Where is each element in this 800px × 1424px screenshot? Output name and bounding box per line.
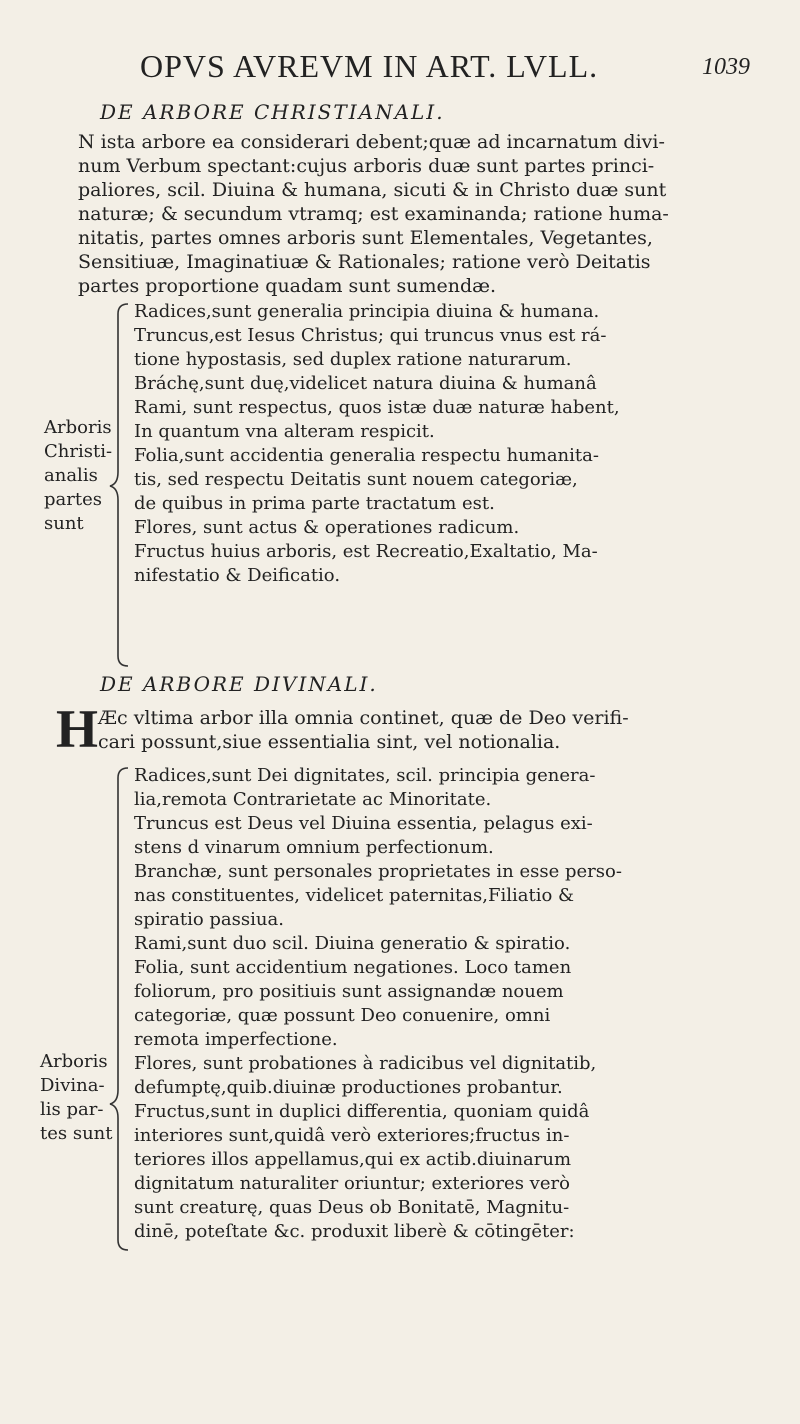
drop-cap: H bbox=[56, 699, 99, 759]
text-line: Æc vltima arbor illa omnia continet, quæ de Deo verifi- bbox=[98, 707, 629, 729]
side-label-line: lis par- bbox=[40, 1099, 104, 1120]
list-item: Bráchę,sunt duę,videlicet natura diuina & humanâ bbox=[134, 373, 597, 394]
list-item: dinē, poteſtate &c. produxit liberè & cōtingēter: bbox=[134, 1221, 575, 1242]
list-item: Rami, sunt respectus, quos istæ duæ naturæ habent, bbox=[134, 397, 620, 418]
running-title: OPVS AVREVM IN ART. LVLL. bbox=[140, 48, 599, 84]
list-item: sunt creaturę, quas Deus ob Bonitatē, Magnitu- bbox=[134, 1197, 570, 1218]
section-title: DE ARBORE CHRISTIANALI. bbox=[100, 100, 445, 124]
side-label-line: Arboris bbox=[44, 417, 112, 438]
text-line: num Verbum spectant:cujus arboris duæ sunt partes princi- bbox=[78, 155, 655, 177]
text-line: partes proportione quadam sunt sumendæ. bbox=[78, 275, 496, 297]
text-line: naturæ; & secundum vtramq; est examinanda; ratione huma- bbox=[78, 203, 669, 225]
list-item: teriores illos appellamus,qui ex actib.diuinarum bbox=[134, 1149, 572, 1170]
side-label-line: partes bbox=[44, 489, 102, 510]
list-item: tione hypostasis, sed duplex ratione naturarum. bbox=[134, 349, 572, 370]
side-label-1 bbox=[44, 416, 112, 536]
list-item: de quibus in prima parte tractatum est. bbox=[134, 493, 495, 514]
intro-paragraph-2 bbox=[98, 706, 629, 754]
list-item: tis, sed respectu Deitatis sunt nouem categoriæ, bbox=[134, 469, 578, 490]
list-item: dignitatum naturaliter oriuntur; exteriores verò bbox=[134, 1173, 570, 1194]
side-label-line: Arboris bbox=[40, 1051, 108, 1072]
list-item: Folia,sunt accidentia generalia respectu humanita- bbox=[134, 445, 599, 466]
side-label-2 bbox=[40, 1050, 113, 1146]
text-line: nitatis, partes omnes arboris sunt Elementales, Vegetantes, bbox=[78, 227, 653, 249]
list-item: Radices,sunt Dei dignitates, scil. principia genera- bbox=[134, 765, 596, 786]
list-item: In quantum vna alteram respicit. bbox=[134, 421, 435, 442]
item-list-2 bbox=[134, 764, 622, 1244]
section-title: DE ARBORE DIVINALI. bbox=[100, 672, 378, 696]
list-item: foliorum, pro positiuis sunt assignandæ nouem bbox=[134, 981, 564, 1002]
text-line: cari possunt,siue essentialia sint, vel notionalia. bbox=[98, 731, 561, 753]
list-item: Rami,sunt duo scil. Diuina generatio & spiratio. bbox=[134, 933, 571, 954]
list-item: Flores, sunt probationes à radicibus vel dignitatib, bbox=[134, 1053, 597, 1074]
list-item: remota imperfectione. bbox=[134, 1029, 338, 1050]
brace-bracket-1 bbox=[108, 300, 132, 670]
list-item: Radices,sunt generalia principia diuina & humana. bbox=[134, 301, 600, 322]
list-item: Folia, sunt accidentium negationes. Loco tamen bbox=[134, 957, 572, 978]
list-item: defumptę,quib.diuinæ productiones probantur. bbox=[134, 1077, 563, 1098]
text-line: Sensitiuæ, Imaginatiuæ & Rationales; ratione verò Deitatis bbox=[78, 251, 651, 273]
list-item: Fructus,sunt in duplici differentia, quoniam quidâ bbox=[134, 1101, 590, 1122]
side-label-line: tes sunt bbox=[40, 1123, 113, 1144]
side-label-line: sunt bbox=[44, 513, 84, 534]
list-item: nifestatio & Deificatio. bbox=[134, 565, 341, 586]
list-item: interiores sunt,quidâ verò exteriores;fructus in- bbox=[134, 1125, 570, 1146]
list-item: spiratio passiua. bbox=[134, 909, 284, 930]
intro-paragraph-1 bbox=[78, 130, 669, 298]
side-label-line: analis bbox=[44, 465, 98, 486]
list-item: Branchæ, sunt personales proprietates in esse perso- bbox=[134, 861, 622, 882]
brace-bracket-2 bbox=[108, 764, 132, 1254]
list-item: lia,remota Contrarietate ac Minoritate. bbox=[134, 789, 492, 810]
text-line: paliores, scil. Diuina & humana, sicuti & in Christo duæ sunt bbox=[78, 179, 667, 201]
list-item: Truncus,est Iesus Christus; qui truncus vnus est rá- bbox=[134, 325, 607, 346]
list-item: Flores, sunt actus & operationes radicum. bbox=[134, 517, 520, 538]
list-item: categoriæ, quæ possunt Deo conuenire, omni bbox=[134, 1005, 551, 1026]
item-list-1 bbox=[134, 300, 620, 588]
list-item: Truncus est Deus vel Diuina essentia, pelagus exi- bbox=[134, 813, 593, 834]
page-number: 1039 bbox=[702, 54, 750, 80]
list-item: stens d vinarum omnium perfectionum. bbox=[134, 837, 494, 858]
side-label-line: Christi- bbox=[44, 441, 113, 462]
text-line: N ista arbore ea considerari debent;quæ ad incarnatum divi- bbox=[78, 131, 665, 153]
list-item: Fructus huius arboris, est Recreatio,Exaltatio, Ma- bbox=[134, 541, 598, 562]
side-label-line: Divina- bbox=[40, 1075, 105, 1096]
list-item: nas constituentes, videlicet paternitas,Filiatio & bbox=[134, 885, 575, 906]
